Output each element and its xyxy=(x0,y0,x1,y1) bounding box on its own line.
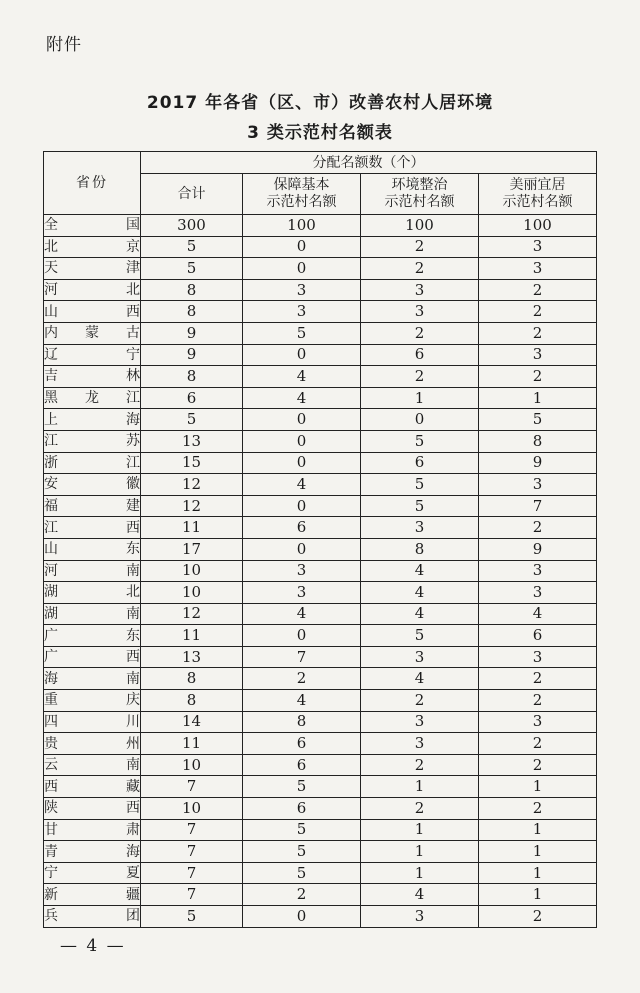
table-row xyxy=(44,884,597,906)
basic-cell: 5 xyxy=(243,862,361,884)
livable-cell: 2 xyxy=(479,279,597,301)
province-cell: 湖南 xyxy=(44,603,141,625)
province-cell: 浙江 xyxy=(44,452,141,474)
table-row xyxy=(44,711,597,733)
basic-cell: 4 xyxy=(243,474,361,496)
table-row xyxy=(44,366,597,388)
total-cell: 300 xyxy=(141,215,243,237)
province-cell: 辽宁 xyxy=(44,344,141,366)
livable-cell: 6 xyxy=(479,625,597,647)
province-cell: 江苏 xyxy=(44,430,141,452)
env-cell: 3 xyxy=(361,733,479,755)
province-cell: 西藏 xyxy=(44,776,141,798)
province-cell: 重庆 xyxy=(44,690,141,712)
livable-cell: 2 xyxy=(479,798,597,820)
basic-cell: 5 xyxy=(243,819,361,841)
total-cell: 9 xyxy=(141,322,243,344)
basic-cell: 6 xyxy=(243,517,361,539)
env-cell: 4 xyxy=(361,582,479,604)
province-cell: 兵团 xyxy=(44,906,141,928)
env-header-line1: 环境整治 xyxy=(391,177,448,193)
livable-cell: 3 xyxy=(479,258,597,280)
env-cell: 5 xyxy=(361,625,479,647)
table-row xyxy=(44,301,597,323)
table-row xyxy=(44,409,597,431)
total-cell: 7 xyxy=(141,819,243,841)
basic-cell: 0 xyxy=(243,625,361,647)
livable-header xyxy=(479,174,597,215)
basic-cell: 3 xyxy=(243,582,361,604)
basic-cell: 100 xyxy=(243,215,361,237)
total-cell: 7 xyxy=(141,884,243,906)
basic-cell: 6 xyxy=(243,798,361,820)
province-cell: 河北 xyxy=(44,279,141,301)
province-cell: 海南 xyxy=(44,668,141,690)
env-cell: 2 xyxy=(361,366,479,388)
basic-cell: 5 xyxy=(243,841,361,863)
total-cell: 5 xyxy=(141,258,243,280)
basic-cell: 5 xyxy=(243,776,361,798)
province-cell: 山西 xyxy=(44,301,141,323)
table-row xyxy=(44,668,597,690)
province-cell: 青海 xyxy=(44,841,141,863)
basic-cell: 3 xyxy=(243,560,361,582)
basic-cell: 2 xyxy=(243,668,361,690)
livable-cell: 1 xyxy=(479,841,597,863)
livable-cell: 1 xyxy=(479,819,597,841)
total-cell: 12 xyxy=(141,603,243,625)
env-cell: 8 xyxy=(361,538,479,560)
livable-cell: 2 xyxy=(479,366,597,388)
total-cell: 11 xyxy=(141,733,243,755)
env-header xyxy=(361,174,479,215)
basic-cell: 0 xyxy=(243,906,361,928)
livable-cell: 2 xyxy=(479,754,597,776)
livable-cell: 2 xyxy=(479,668,597,690)
env-cell: 5 xyxy=(361,430,479,452)
table-row xyxy=(44,452,597,474)
province-cell: 河南 xyxy=(44,560,141,582)
table-row xyxy=(44,517,597,539)
livable-header-line1: 美丽宜居 xyxy=(509,177,566,193)
livable-cell: 3 xyxy=(479,236,597,258)
table-row xyxy=(44,430,597,452)
livable-cell: 2 xyxy=(479,322,597,344)
livable-cell: 7 xyxy=(479,495,597,517)
province-cell: 宁夏 xyxy=(44,862,141,884)
quota-table xyxy=(43,151,597,928)
basic-header-line1: 保障基本 xyxy=(273,177,330,193)
total-cell: 7 xyxy=(141,862,243,884)
province-cell: 天津 xyxy=(44,258,141,280)
table-row xyxy=(44,733,597,755)
total-header: 合计 xyxy=(141,174,243,215)
table-row xyxy=(44,215,597,237)
table-row xyxy=(44,538,597,560)
basic-header-line2: 示范村名额 xyxy=(266,194,337,210)
total-cell: 12 xyxy=(141,495,243,517)
province-cell: 黑龙江 xyxy=(44,387,141,409)
env-cell: 3 xyxy=(361,517,479,539)
livable-cell: 3 xyxy=(479,474,597,496)
livable-cell: 3 xyxy=(479,646,597,668)
basic-cell: 0 xyxy=(243,344,361,366)
province-cell: 新疆 xyxy=(44,884,141,906)
env-cell: 4 xyxy=(361,603,479,625)
province-cell: 湖北 xyxy=(44,582,141,604)
livable-cell: 100 xyxy=(479,215,597,237)
env-cell: 4 xyxy=(361,560,479,582)
province-cell: 广西 xyxy=(44,646,141,668)
total-cell: 8 xyxy=(141,366,243,388)
table-row xyxy=(44,495,597,517)
livable-cell: 2 xyxy=(479,733,597,755)
livable-cell: 4 xyxy=(479,603,597,625)
table-row xyxy=(44,322,597,344)
table-row xyxy=(44,646,597,668)
attachment-label: 附件 xyxy=(46,35,82,55)
province-cell: 全国 xyxy=(44,215,141,237)
livable-cell: 1 xyxy=(479,884,597,906)
env-cell: 4 xyxy=(361,668,479,690)
table-row xyxy=(44,776,597,798)
env-cell: 2 xyxy=(361,798,479,820)
env-cell: 2 xyxy=(361,754,479,776)
table-row xyxy=(44,279,597,301)
total-cell: 14 xyxy=(141,711,243,733)
env-cell: 4 xyxy=(361,884,479,906)
allocation-header: 分配名额数（个） xyxy=(141,152,597,174)
env-cell: 3 xyxy=(361,279,479,301)
env-cell: 5 xyxy=(361,495,479,517)
basic-cell: 4 xyxy=(243,690,361,712)
total-cell: 8 xyxy=(141,668,243,690)
province-cell: 内蒙古 xyxy=(44,322,141,344)
basic-cell: 0 xyxy=(243,236,361,258)
basic-cell: 3 xyxy=(243,279,361,301)
table-row xyxy=(44,906,597,928)
table-row xyxy=(44,862,597,884)
total-cell: 5 xyxy=(141,906,243,928)
basic-cell: 2 xyxy=(243,884,361,906)
total-cell: 9 xyxy=(141,344,243,366)
table-row xyxy=(44,474,597,496)
env-cell: 6 xyxy=(361,344,479,366)
basic-cell: 3 xyxy=(243,301,361,323)
province-cell: 贵州 xyxy=(44,733,141,755)
env-cell: 1 xyxy=(361,387,479,409)
total-cell: 13 xyxy=(141,430,243,452)
table-row xyxy=(44,258,597,280)
livable-cell: 2 xyxy=(479,906,597,928)
province-cell: 安徽 xyxy=(44,474,141,496)
livable-cell: 9 xyxy=(479,538,597,560)
basic-cell: 0 xyxy=(243,538,361,560)
basic-cell: 0 xyxy=(243,452,361,474)
page-number: — 4 — xyxy=(60,936,126,956)
livable-cell: 9 xyxy=(479,452,597,474)
basic-header xyxy=(243,174,361,215)
total-cell: 8 xyxy=(141,690,243,712)
province-header: 省份 xyxy=(44,152,141,215)
livable-cell: 8 xyxy=(479,430,597,452)
province-cell: 四川 xyxy=(44,711,141,733)
table-row xyxy=(44,841,597,863)
env-cell: 3 xyxy=(361,646,479,668)
table-row xyxy=(44,819,597,841)
livable-cell: 2 xyxy=(479,301,597,323)
total-cell: 10 xyxy=(141,798,243,820)
basic-cell: 6 xyxy=(243,754,361,776)
province-cell: 江西 xyxy=(44,517,141,539)
total-cell: 8 xyxy=(141,301,243,323)
env-cell: 2 xyxy=(361,258,479,280)
env-cell: 1 xyxy=(361,862,479,884)
basic-cell: 5 xyxy=(243,322,361,344)
livable-cell: 3 xyxy=(479,560,597,582)
province-cell: 陕西 xyxy=(44,798,141,820)
total-cell: 10 xyxy=(141,754,243,776)
table-row xyxy=(44,560,597,582)
livable-cell: 3 xyxy=(479,711,597,733)
livable-cell: 5 xyxy=(479,409,597,431)
env-cell: 2 xyxy=(361,322,479,344)
livable-cell: 1 xyxy=(479,776,597,798)
basic-cell: 4 xyxy=(243,366,361,388)
env-cell: 3 xyxy=(361,906,479,928)
livable-cell: 1 xyxy=(479,387,597,409)
table-row xyxy=(44,236,597,258)
table-row xyxy=(44,798,597,820)
total-cell: 13 xyxy=(141,646,243,668)
basic-cell: 4 xyxy=(243,603,361,625)
total-cell: 10 xyxy=(141,582,243,604)
province-cell: 福建 xyxy=(44,495,141,517)
province-cell: 山东 xyxy=(44,538,141,560)
env-cell: 1 xyxy=(361,776,479,798)
table-row xyxy=(44,625,597,647)
total-cell: 6 xyxy=(141,387,243,409)
env-cell: 5 xyxy=(361,474,479,496)
total-cell: 15 xyxy=(141,452,243,474)
total-cell: 7 xyxy=(141,776,243,798)
table-row xyxy=(44,690,597,712)
livable-cell: 1 xyxy=(479,862,597,884)
livable-cell: 3 xyxy=(479,344,597,366)
basic-cell: 6 xyxy=(243,733,361,755)
basic-cell: 4 xyxy=(243,387,361,409)
province-cell: 广东 xyxy=(44,625,141,647)
env-header-line2: 示范村名额 xyxy=(384,194,455,210)
env-cell: 2 xyxy=(361,236,479,258)
env-cell: 100 xyxy=(361,215,479,237)
province-cell: 上海 xyxy=(44,409,141,431)
table-row xyxy=(44,582,597,604)
total-cell: 12 xyxy=(141,474,243,496)
basic-cell: 0 xyxy=(243,258,361,280)
total-cell: 11 xyxy=(141,625,243,647)
basic-cell: 0 xyxy=(243,495,361,517)
table-row xyxy=(44,387,597,409)
basic-cell: 0 xyxy=(243,430,361,452)
basic-cell: 8 xyxy=(243,711,361,733)
province-cell: 北京 xyxy=(44,236,141,258)
total-cell: 10 xyxy=(141,560,243,582)
province-cell: 吉林 xyxy=(44,366,141,388)
env-cell: 0 xyxy=(361,409,479,431)
document-subtitle: 3 类示范村名额表 xyxy=(247,123,393,143)
env-cell: 3 xyxy=(361,301,479,323)
livable-cell: 2 xyxy=(479,690,597,712)
table-row xyxy=(44,603,597,625)
env-cell: 1 xyxy=(361,819,479,841)
livable-cell: 2 xyxy=(479,517,597,539)
province-cell: 云南 xyxy=(44,754,141,776)
basic-cell: 0 xyxy=(243,409,361,431)
livable-cell: 3 xyxy=(479,582,597,604)
env-cell: 1 xyxy=(361,841,479,863)
env-cell: 3 xyxy=(361,711,479,733)
table-row xyxy=(44,344,597,366)
basic-cell: 7 xyxy=(243,646,361,668)
total-cell: 7 xyxy=(141,841,243,863)
env-cell: 2 xyxy=(361,690,479,712)
total-cell: 5 xyxy=(141,409,243,431)
table-row xyxy=(44,754,597,776)
total-cell: 17 xyxy=(141,538,243,560)
livable-header-line2: 示范村名额 xyxy=(502,194,573,210)
province-cell: 甘肃 xyxy=(44,819,141,841)
total-cell: 5 xyxy=(141,236,243,258)
total-cell: 8 xyxy=(141,279,243,301)
document-title: 2017 年各省（区、市）改善农村人居环境 xyxy=(146,93,494,113)
total-cell: 11 xyxy=(141,517,243,539)
env-cell: 6 xyxy=(361,452,479,474)
